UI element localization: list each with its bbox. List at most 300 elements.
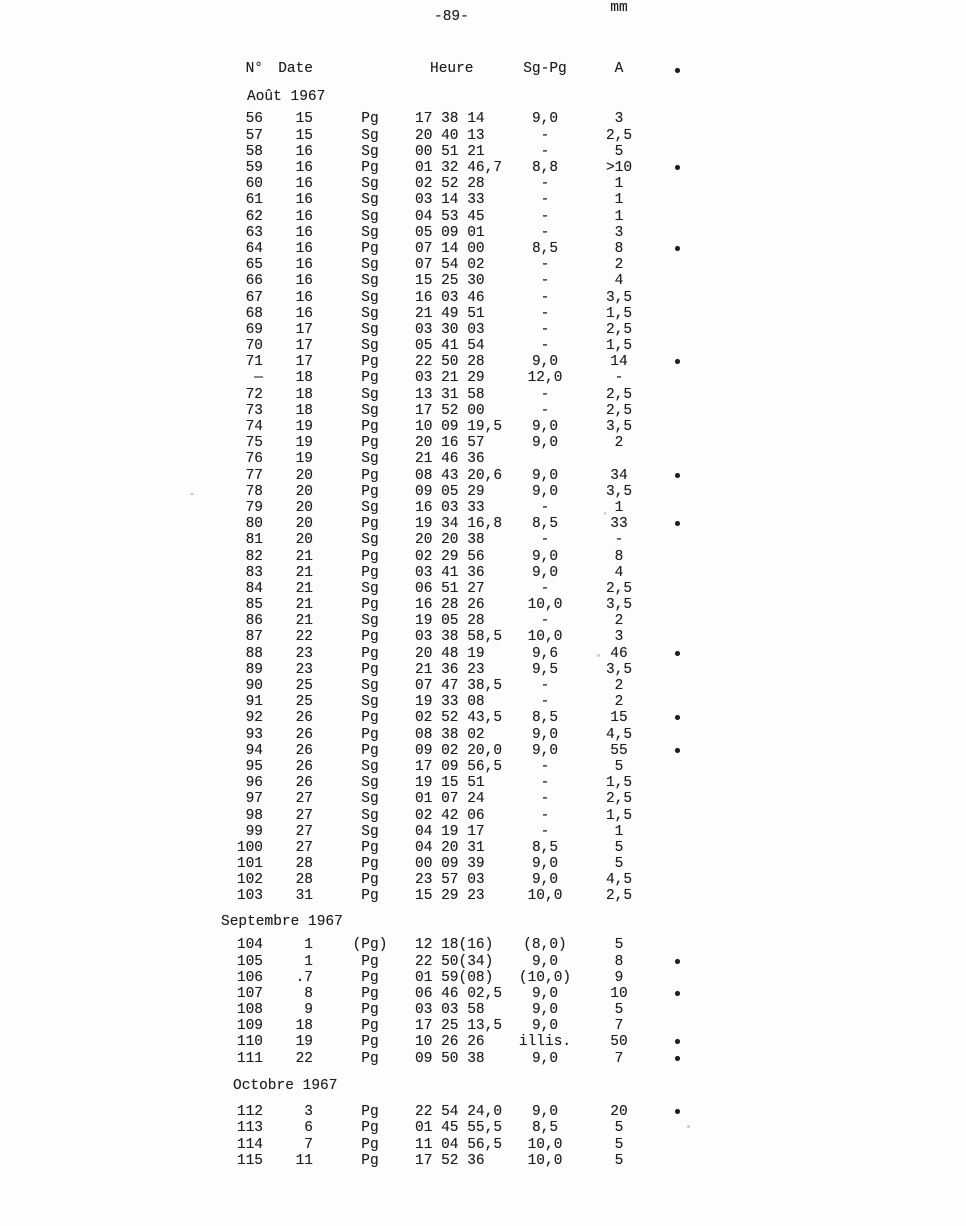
cell-type: Sg (361, 775, 379, 792)
cell-a: 2,5 (605, 580, 633, 597)
table-row (0, 759, 966, 775)
cell-type: Pg (361, 548, 379, 565)
cell-sgpg: 9,0 (531, 1002, 559, 1019)
cell-heure: 13 31 58 (415, 386, 485, 403)
cell-date: 23 (295, 661, 313, 678)
scan-speck (604, 512, 606, 515)
cell-heure: 10 09 19,5 (415, 419, 503, 436)
cell-a: 8 (614, 548, 624, 565)
table-row (0, 888, 966, 904)
cell-sgpg: - (540, 386, 550, 403)
table-row (0, 808, 966, 824)
cell-date: 28 (295, 872, 313, 889)
cell-a: 33 (610, 516, 628, 533)
cell-a: 5 (614, 937, 624, 954)
star-dot (675, 748, 680, 753)
cell-a: 2,5 (605, 791, 633, 808)
cell-sgpg: - (540, 321, 550, 338)
cell-heure: 22 50(34) (415, 953, 494, 970)
cell-type: Pg (361, 726, 379, 743)
cell-heure: 06 51 27 (415, 580, 485, 597)
table-row (0, 1034, 966, 1050)
cell-n: 73 (245, 402, 263, 419)
table-row (0, 435, 966, 451)
table-row (0, 484, 966, 500)
star-icon (675, 68, 680, 73)
cell-n: 75 (245, 435, 263, 452)
section-title: Août 1967 (247, 89, 326, 105)
table-row (0, 549, 966, 565)
cell-heure: 20 48 19 (415, 645, 485, 662)
header-n: N° (245, 61, 263, 77)
cell-n: 101 (236, 856, 263, 873)
cell-sgpg: 10,0 (527, 1152, 563, 1169)
cell-date: 26 (295, 775, 313, 792)
scan-speck (597, 654, 600, 657)
cell-n: 77 (245, 467, 263, 484)
table-row (0, 370, 966, 386)
cell-type: Pg (361, 564, 379, 581)
cell-heure: 03 30 03 (415, 321, 485, 338)
cell-heure: 04 53 45 (415, 208, 485, 225)
cell-sgpg: 9,5 (531, 661, 559, 678)
table-row (0, 662, 966, 678)
cell-date: 18 (295, 370, 313, 387)
cell-date: 11 (295, 1152, 313, 1169)
cell-date: 27 (295, 807, 313, 824)
cell-type: Pg (361, 435, 379, 452)
cell-heure: 16 28 26 (415, 597, 485, 614)
cell-type: Pg (361, 1018, 379, 1035)
cell-type: Pg (361, 710, 379, 727)
cell-type: Pg (361, 742, 379, 759)
cell-sgpg: 9,0 (531, 726, 559, 743)
cell-date: 6 (304, 1120, 313, 1137)
cell-heure: 04 19 17 (415, 823, 485, 840)
table-row (0, 1018, 966, 1034)
cell-sgpg: 9,0 (531, 1104, 559, 1121)
cell-type: Pg (361, 1136, 379, 1153)
cell-a: 7 (614, 1050, 624, 1067)
cell-type: Sg (361, 613, 379, 630)
cell-heure: 01 32 46,7 (415, 160, 503, 177)
cell-a: 2 (614, 613, 624, 630)
cell-sgpg: 8,5 (531, 240, 559, 257)
table-row (0, 516, 966, 532)
cell-n: 82 (245, 548, 263, 565)
cell-date: 27 (295, 839, 313, 856)
cell-type: Pg (361, 1120, 379, 1137)
table-row (0, 500, 966, 516)
event-table (0, 89, 966, 1169)
cell-type: Pg (361, 629, 379, 646)
cell-sgpg: 9,0 (531, 435, 559, 452)
table-row (0, 856, 966, 872)
cell-type: Pg (361, 872, 379, 889)
cell-type: Sg (361, 807, 379, 824)
cell-date: 16 (295, 273, 313, 290)
cell-type: Pg (361, 354, 379, 371)
cell-date: 26 (295, 742, 313, 759)
table-row (0, 192, 966, 208)
cell-date: 23 (295, 645, 313, 662)
cell-a: 2 (614, 678, 624, 695)
cell-date: 25 (295, 678, 313, 695)
cell-a: 3,5 (605, 661, 633, 678)
cell-sgpg: - (540, 305, 550, 322)
cell-type: Sg (361, 580, 379, 597)
cell-date: 18 (295, 1018, 313, 1035)
cell-a: 3,5 (605, 289, 633, 306)
cell-a: 1 (614, 499, 624, 516)
cell-a: 3,5 (605, 597, 633, 614)
cell-date: 31 (295, 888, 313, 905)
cell-a: 2,5 (605, 127, 633, 144)
cell-sgpg: 9,0 (531, 1018, 559, 1035)
cell-type: Pg (361, 661, 379, 678)
cell-sgpg: - (540, 758, 550, 775)
cell-date: 19 (295, 451, 313, 468)
cell-heure: 10 26 26 (415, 1034, 485, 1051)
table-row (0, 241, 966, 257)
cell-heure: 03 41 36 (415, 564, 485, 581)
cell-type: Pg (361, 467, 379, 484)
table-row (0, 954, 966, 970)
table-row (0, 209, 966, 225)
cell-heure: 21 36 23 (415, 661, 485, 678)
cell-n: 62 (245, 208, 263, 225)
cell-date: 16 (295, 143, 313, 160)
table-row (0, 111, 966, 127)
cell-heure: 07 14 00 (415, 240, 485, 257)
cell-n: 112 (236, 1104, 263, 1121)
cell-type: Sg (361, 273, 379, 290)
cell-sgpg: 10,0 (527, 629, 563, 646)
cell-a: 2,5 (605, 321, 633, 338)
cell-a: 15 (610, 710, 628, 727)
cell-date: 16 (295, 257, 313, 274)
cell-heure: 17 52 00 (415, 402, 485, 419)
cell-type: Sg (361, 208, 379, 225)
cell-n: 69 (245, 321, 263, 338)
scan-speck (190, 493, 194, 495)
cell-date: 3 (304, 1104, 313, 1121)
cell-sgpg: illis. (518, 1034, 572, 1051)
cell-heure: 06 46 02,5 (415, 985, 503, 1002)
table-row (0, 597, 966, 613)
cell-a: 2,5 (605, 402, 633, 419)
table-row (0, 743, 966, 759)
cell-a: 5 (614, 758, 624, 775)
cell-heure: 20 20 38 (415, 532, 485, 549)
cell-sgpg: - (540, 613, 550, 630)
star-dot (675, 1056, 680, 1061)
cell-n: 74 (245, 419, 263, 436)
table-row (0, 306, 966, 322)
cell-sgpg: 9,0 (531, 953, 559, 970)
cell-heure: 09 02 20,0 (415, 742, 503, 759)
table-row (0, 581, 966, 597)
cell-n: 70 (245, 338, 263, 355)
cell-n: 89 (245, 661, 263, 678)
cell-heure: 21 46 36 (415, 451, 485, 468)
cell-date: 16 (295, 289, 313, 306)
cell-n: 108 (236, 1002, 263, 1019)
cell-date: 18 (295, 386, 313, 403)
cell-date: 27 (295, 823, 313, 840)
cell-date: 19 (295, 435, 313, 452)
star-dot (675, 521, 680, 526)
cell-type: Pg (361, 985, 379, 1002)
cell-type: Sg (361, 321, 379, 338)
table-row (0, 727, 966, 743)
cell-sgpg: 8,5 (531, 710, 559, 727)
cell-type: Pg (361, 1034, 379, 1051)
cell-a: 4 (614, 273, 624, 290)
cell-heure: 19 33 08 (415, 694, 485, 711)
cell-heure: 19 34 16,8 (415, 516, 503, 533)
cell-type: (Pg) (352, 937, 388, 954)
table-header (0, 61, 966, 77)
cell-date: 17 (295, 338, 313, 355)
cell-date: 26 (295, 726, 313, 743)
cell-a: 4,5 (605, 726, 633, 743)
cell-date: 26 (295, 758, 313, 775)
cell-a: 3 (614, 629, 624, 646)
cell-type: Pg (361, 856, 379, 873)
cell-a: 1,5 (605, 775, 633, 792)
cell-heure: 09 05 29 (415, 483, 485, 500)
cell-type: Sg (361, 305, 379, 322)
cell-a: 1,5 (605, 338, 633, 355)
cell-date: 1 (304, 937, 313, 954)
cell-sgpg: 9,6 (531, 645, 559, 662)
star-dot (675, 651, 680, 656)
table-row (0, 565, 966, 581)
table-row (0, 1137, 966, 1153)
cell-n: 87 (245, 629, 263, 646)
cell-type: Sg (361, 176, 379, 193)
cell-type: Pg (361, 419, 379, 436)
cell-sgpg: (8,0) (523, 937, 567, 954)
cell-date: 26 (295, 710, 313, 727)
cell-n: 88 (245, 645, 263, 662)
table-row (0, 678, 966, 694)
cell-n: 96 (245, 775, 263, 792)
cell-n: 104 (236, 937, 263, 954)
cell-a: 10 (610, 985, 628, 1002)
cell-sgpg: - (540, 532, 550, 549)
cell-a: 1 (614, 208, 624, 225)
cell-n: 83 (245, 564, 263, 581)
cell-n: 63 (245, 224, 263, 241)
cell-n: — (254, 370, 263, 387)
cell-date: 9 (304, 1002, 313, 1019)
cell-type: Pg (361, 888, 379, 905)
cell-n: 95 (245, 758, 263, 775)
cell-date: 21 (295, 613, 313, 630)
cell-sgpg: (10,0) (518, 969, 572, 986)
cell-date: 20 (295, 467, 313, 484)
table-row (0, 128, 966, 144)
cell-n: 111 (236, 1050, 263, 1067)
star-dot (675, 715, 680, 720)
cell-date: 21 (295, 564, 313, 581)
cell-type: Pg (361, 597, 379, 614)
cell-sgpg: - (540, 176, 550, 193)
cell-n: 105 (236, 953, 263, 970)
cell-type: Sg (361, 289, 379, 306)
table-row (0, 257, 966, 273)
star-dot (675, 473, 680, 478)
cell-date: 28 (295, 856, 313, 873)
cell-date: 25 (295, 694, 313, 711)
cell-a: 3,5 (605, 419, 633, 436)
cell-date: 15 (295, 127, 313, 144)
cell-n: 107 (236, 985, 263, 1002)
star-dot (675, 1039, 680, 1044)
cell-date: 22 (295, 1050, 313, 1067)
cell-heure: 02 52 43,5 (415, 710, 503, 727)
cell-type: Sg (361, 451, 379, 468)
cell-type: Sg (361, 694, 379, 711)
cell-sgpg: - (540, 289, 550, 306)
cell-sgpg: - (540, 338, 550, 355)
cell-n: 86 (245, 613, 263, 630)
cell-type: Pg (361, 969, 379, 986)
cell-a: 4,5 (605, 872, 633, 889)
cell-sgpg: 9,0 (531, 872, 559, 889)
cell-n: 72 (245, 386, 263, 403)
cell-date: 1 (304, 953, 313, 970)
cell-sgpg: - (540, 192, 550, 209)
cell-heure: 20 16 57 (415, 435, 485, 452)
cell-heure: 16 03 46 (415, 289, 485, 306)
cell-heure: 03 14 33 (415, 192, 485, 209)
table-row (0, 273, 966, 289)
cell-date: 21 (295, 580, 313, 597)
cell-n: 65 (245, 257, 263, 274)
cell-heure: 15 29 23 (415, 888, 485, 905)
cell-type: Pg (361, 645, 379, 662)
cell-date: 16 (295, 192, 313, 209)
cell-sgpg: 10,0 (527, 597, 563, 614)
page-number: -89- (434, 9, 469, 25)
cell-type: Pg (361, 1050, 379, 1067)
cell-sgpg: 9,0 (531, 548, 559, 565)
month-section (0, 1078, 966, 1169)
table-row (0, 986, 966, 1002)
cell-heure: 01 07 24 (415, 791, 485, 808)
table-row (0, 144, 966, 160)
cell-date: 17 (295, 354, 313, 371)
cell-heure: 08 43 20,6 (415, 467, 503, 484)
table-row (0, 775, 966, 791)
cell-sgpg: 9,0 (531, 354, 559, 371)
cell-a: 1,5 (605, 807, 633, 824)
cell-n: 71 (245, 354, 263, 371)
cell-type: Sg (361, 823, 379, 840)
cell-date: 16 (295, 208, 313, 225)
cell-n: 84 (245, 580, 263, 597)
cell-sgpg: - (540, 807, 550, 824)
cell-date: 19 (295, 419, 313, 436)
cell-a: 5 (614, 1002, 624, 1019)
scan-speck (687, 1125, 690, 1128)
cell-n: 81 (245, 532, 263, 549)
cell-type: Sg (361, 758, 379, 775)
table-row (0, 176, 966, 192)
cell-heure: 05 09 01 (415, 224, 485, 241)
cell-sgpg: - (540, 402, 550, 419)
cell-a: 5 (614, 1136, 624, 1153)
cell-sgpg: 9,0 (531, 1050, 559, 1067)
cell-heure: 21 49 51 (415, 305, 485, 322)
cell-type: Sg (361, 791, 379, 808)
cell-n: 66 (245, 273, 263, 290)
table-row (0, 403, 966, 419)
cell-heure: 22 54 24,0 (415, 1104, 503, 1121)
cell-n: 113 (236, 1120, 263, 1137)
cell-a: - (614, 370, 624, 387)
cell-a: 5 (614, 1152, 624, 1169)
cell-n: 61 (245, 192, 263, 209)
header-sgpg: Sg-Pg (523, 61, 567, 77)
cell-heure: 19 15 51 (415, 775, 485, 792)
cell-date: 21 (295, 548, 313, 565)
cell-sgpg: - (540, 224, 550, 241)
cell-a: 3,5 (605, 483, 633, 500)
cell-n: 60 (245, 176, 263, 193)
table-row (0, 1104, 966, 1120)
cell-heure: 17 52 36 (415, 1152, 485, 1169)
cell-heure: 17 09 56,5 (415, 758, 503, 775)
cell-sgpg: - (540, 273, 550, 290)
cell-a: - (614, 532, 624, 549)
cell-date: 20 (295, 532, 313, 549)
cell-n: 76 (245, 451, 263, 468)
header-a-unit: mm (610, 0, 628, 16)
cell-type: Pg (361, 953, 379, 970)
cell-heure: 09 50 38 (415, 1050, 485, 1067)
table-row (0, 354, 966, 370)
cell-sgpg: - (540, 580, 550, 597)
cell-a: 2 (614, 694, 624, 711)
cell-heure: 02 52 28 (415, 176, 485, 193)
star-dot (675, 991, 680, 996)
table-row (0, 1002, 966, 1018)
cell-a: 5 (614, 143, 624, 160)
cell-n: 102 (236, 872, 263, 889)
cell-a: 50 (610, 1034, 628, 1051)
cell-type: Sg (361, 143, 379, 160)
cell-heure: 12 18(16) (415, 937, 494, 954)
cell-date: 27 (295, 791, 313, 808)
star-dot (675, 246, 680, 251)
cell-heure: 07 54 02 (415, 257, 485, 274)
cell-heure: 00 51 21 (415, 143, 485, 160)
cell-a: 5 (614, 856, 624, 873)
cell-a: 1 (614, 192, 624, 209)
cell-type: Pg (361, 160, 379, 177)
table-row (0, 970, 966, 986)
table-row (0, 419, 966, 435)
cell-n: 78 (245, 483, 263, 500)
cell-type: Pg (361, 370, 379, 387)
cell-sgpg: 9,0 (531, 419, 559, 436)
cell-heure: 20 40 13 (415, 127, 485, 144)
cell-sgpg: - (540, 127, 550, 144)
